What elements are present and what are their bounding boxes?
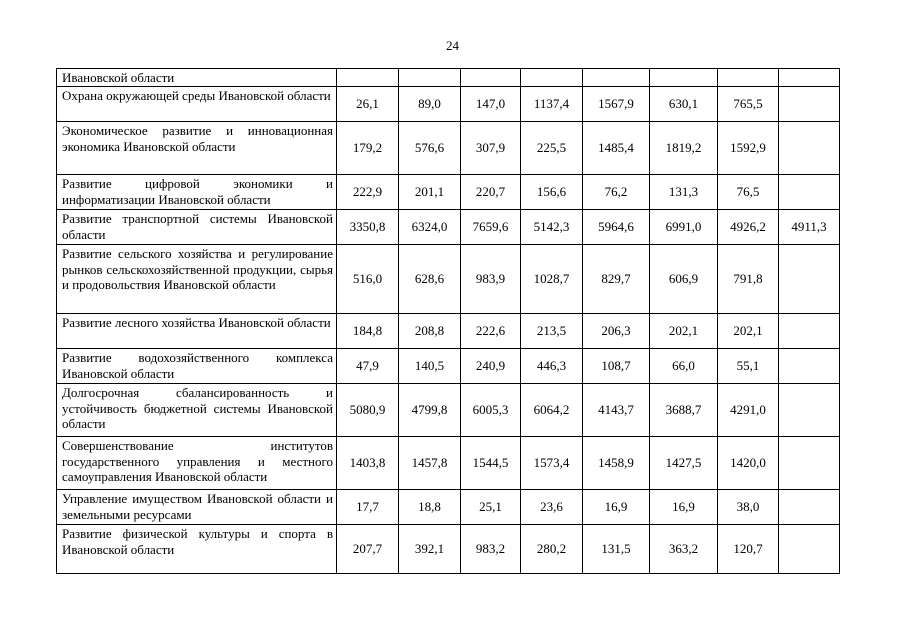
value-cell: 4799,8 — [399, 384, 461, 437]
value-cell: 829,7 — [583, 245, 650, 314]
value-cell: 1457,8 — [399, 437, 461, 490]
value-cell: 26,1 — [337, 87, 399, 122]
value-cell: 66,0 — [650, 349, 718, 384]
value-cell: 120,7 — [718, 525, 779, 574]
value-cell — [779, 525, 840, 574]
value-cell: 156,6 — [521, 175, 583, 210]
value-cell: 1403,8 — [337, 437, 399, 490]
value-cell: 184,8 — [337, 314, 399, 349]
value-cell: 201,1 — [399, 175, 461, 210]
value-cell: 4926,2 — [718, 210, 779, 245]
program-name-cell: Развитие сельского хозяйства и регулирование рынков сельскохозяйственной продукции, сырья и продовольствия Ивановской области — [57, 245, 337, 314]
value-cell: 213,5 — [521, 314, 583, 349]
program-name-cell: Совершенствование институтов государственного управления и местного самоуправления Ивановской области — [57, 437, 337, 490]
value-cell: 5964,6 — [583, 210, 650, 245]
value-cell: 4911,3 — [779, 210, 840, 245]
value-cell: 983,2 — [461, 525, 521, 574]
program-name-cell: Экономическое развитие и инновационная экономика Ивановской области — [57, 122, 337, 175]
table-row — [57, 437, 840, 490]
value-cell: 3350,8 — [337, 210, 399, 245]
value-cell — [779, 349, 840, 384]
value-cell: 1420,0 — [718, 437, 779, 490]
value-cell: 6064,2 — [521, 384, 583, 437]
value-cell: 791,8 — [718, 245, 779, 314]
value-cell: 1458,9 — [583, 437, 650, 490]
value-cell: 17,7 — [337, 490, 399, 525]
value-cell: 6005,3 — [461, 384, 521, 437]
value-cell: 16,9 — [583, 490, 650, 525]
value-cell: 1485,4 — [583, 122, 650, 175]
program-name-cell: Ивановской области — [57, 69, 337, 87]
table-row — [57, 69, 840, 87]
value-cell — [779, 314, 840, 349]
value-cell: 222,6 — [461, 314, 521, 349]
value-cell — [779, 69, 840, 87]
value-cell: 6991,0 — [650, 210, 718, 245]
program-name-cell: Охрана окружающей среды Ивановской области — [57, 87, 337, 122]
value-cell: 131,5 — [583, 525, 650, 574]
value-cell: 983,9 — [461, 245, 521, 314]
value-cell: 1427,5 — [650, 437, 718, 490]
value-cell: 23,6 — [521, 490, 583, 525]
table-row — [57, 490, 840, 525]
value-cell: 147,0 — [461, 87, 521, 122]
value-cell: 630,1 — [650, 87, 718, 122]
program-name-cell: Развитие лесного хозяйства Ивановской области — [57, 314, 337, 349]
value-cell — [779, 490, 840, 525]
program-name-cell: Развитие физической культуры и спорта в Ивановской области — [57, 525, 337, 574]
value-cell: 1567,9 — [583, 87, 650, 122]
table-row — [57, 210, 840, 245]
value-cell — [779, 384, 840, 437]
value-cell: 392,1 — [399, 525, 461, 574]
program-name-cell: Развитие цифровой экономики и информатизации Ивановской области — [57, 175, 337, 210]
value-cell: 1137,4 — [521, 87, 583, 122]
value-cell — [779, 122, 840, 175]
table-row — [57, 525, 840, 574]
value-cell: 446,3 — [521, 349, 583, 384]
value-cell: 3688,7 — [650, 384, 718, 437]
value-cell: 140,5 — [399, 349, 461, 384]
value-cell: 240,9 — [461, 349, 521, 384]
value-cell: 4291,0 — [718, 384, 779, 437]
value-cell: 307,9 — [461, 122, 521, 175]
value-cell: 16,9 — [650, 490, 718, 525]
table-row — [57, 349, 840, 384]
table-row — [57, 175, 840, 210]
value-cell — [650, 69, 718, 87]
value-cell: 606,9 — [650, 245, 718, 314]
value-cell: 202,1 — [718, 314, 779, 349]
table-row — [57, 122, 840, 175]
value-cell: 108,7 — [583, 349, 650, 384]
value-cell — [337, 69, 399, 87]
value-cell: 1573,4 — [521, 437, 583, 490]
page-number: 24 — [446, 38, 459, 53]
value-cell: 47,9 — [337, 349, 399, 384]
table-row — [57, 384, 840, 437]
value-cell: 1028,7 — [521, 245, 583, 314]
value-cell: 628,6 — [399, 245, 461, 314]
value-cell — [779, 87, 840, 122]
value-cell: 225,5 — [521, 122, 583, 175]
value-cell: 76,2 — [583, 175, 650, 210]
value-cell: 208,8 — [399, 314, 461, 349]
value-cell: 18,8 — [399, 490, 461, 525]
value-cell — [779, 245, 840, 314]
value-cell: 5080,9 — [337, 384, 399, 437]
value-cell — [583, 69, 650, 87]
value-cell — [399, 69, 461, 87]
value-cell — [779, 437, 840, 490]
table-row — [57, 314, 840, 349]
value-cell: 220,7 — [461, 175, 521, 210]
value-cell: 1592,9 — [718, 122, 779, 175]
value-cell: 765,5 — [718, 87, 779, 122]
value-cell: 89,0 — [399, 87, 461, 122]
value-cell: 55,1 — [718, 349, 779, 384]
value-cell: 363,2 — [650, 525, 718, 574]
value-cell: 207,7 — [337, 525, 399, 574]
value-cell: 1819,2 — [650, 122, 718, 175]
value-cell — [521, 69, 583, 87]
value-cell: 576,6 — [399, 122, 461, 175]
value-cell: 206,3 — [583, 314, 650, 349]
value-cell: 5142,3 — [521, 210, 583, 245]
value-cell — [779, 175, 840, 210]
program-name-cell: Развитие транспортной системы Ивановской области — [57, 210, 337, 245]
value-cell: 202,1 — [650, 314, 718, 349]
value-cell: 38,0 — [718, 490, 779, 525]
value-cell: 222,9 — [337, 175, 399, 210]
value-cell: 7659,6 — [461, 210, 521, 245]
value-cell: 131,3 — [650, 175, 718, 210]
value-cell: 76,5 — [718, 175, 779, 210]
value-cell: 280,2 — [521, 525, 583, 574]
value-cell: 179,2 — [337, 122, 399, 175]
table-row — [57, 87, 840, 122]
value-cell: 25,1 — [461, 490, 521, 525]
program-name-cell: Долгосрочная сбалансированность и устойчивость бюджетной системы Ивановской области — [57, 384, 337, 437]
table-row — [57, 245, 840, 314]
value-cell — [461, 69, 521, 87]
program-name-cell: Управление имуществом Ивановской области и земельными ресурсами — [57, 490, 337, 525]
value-cell: 4143,7 — [583, 384, 650, 437]
value-cell — [718, 69, 779, 87]
program-name-cell: Развитие водохозяйственного комплекса Ивановской области — [57, 349, 337, 384]
value-cell: 1544,5 — [461, 437, 521, 490]
budget-table — [56, 68, 840, 574]
value-cell: 516,0 — [337, 245, 399, 314]
value-cell: 6324,0 — [399, 210, 461, 245]
